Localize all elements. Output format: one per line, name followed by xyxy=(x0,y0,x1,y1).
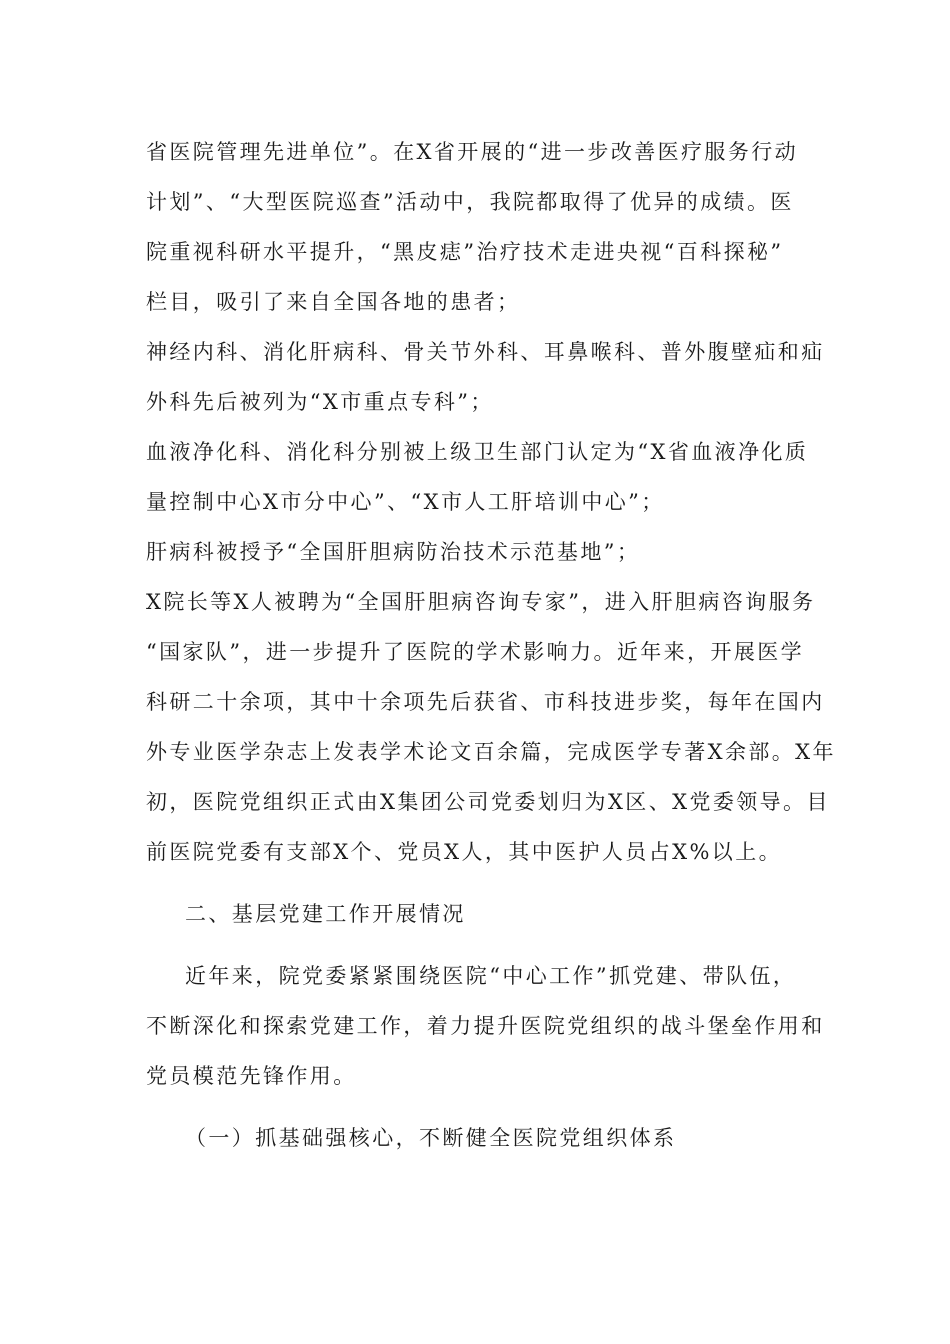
body-text-line: 初，医院党组织正式由X集团公司党委划归为X区、X党委领导。目 xyxy=(146,790,830,814)
body-text-line: 省医院管理先进单位”。在X省开展的“进一步改善医疗服务行动 xyxy=(146,140,799,164)
body-text-line: 量控制中心X市分中心”、“X市人工肝培训中心”； xyxy=(146,490,665,514)
body-text-line: “国家队”，进一步提升了医院的学术影响力。近年来，开展医学 xyxy=(146,640,805,664)
body-text-line: 外科先后被列为“X市重点专科”； xyxy=(146,390,494,414)
body-text-line: 栏目，吸引了来自全国各地的患者； xyxy=(146,290,521,314)
body-text-line: 院重视科研水平提升，“黑皮痣”治疗技术走进央视“百科探秘” xyxy=(146,240,784,264)
section-heading: 二、基层党建工作开展情况 xyxy=(185,902,466,926)
section-paragraph-line: 党员模范先锋作用。 xyxy=(146,1064,357,1088)
body-text-line: 外专业医学杂志上发表学术论文百余篇，完成医学专著X余部。X年 xyxy=(146,740,836,764)
body-text-line: 血液净化科、消化科分别被上级卫生部门认定为“X省血液净化质 xyxy=(146,440,809,464)
body-text-line: X院长等X人被聘为“全国肝胆病咨询专家”，进入肝胆病咨询服务 xyxy=(146,590,816,614)
subsection-heading: （一）抓基础强核心，不断健全医院党组织体系 xyxy=(185,1126,677,1150)
body-text-line: 科研二十余项，其中十余项先后获省、市科技进步奖，每年在国内 xyxy=(146,690,825,714)
section-paragraph-line: 不断深化和探索党建工作，着力提升医院党组织的战斗堡垒作用和 xyxy=(146,1014,825,1038)
body-text-line: 神经内科、消化肝病科、骨关节外科、耳鼻喉科、普外腹壁疝和疝 xyxy=(146,340,825,364)
section-paragraph-line: 近年来，院党委紧紧围绕医院“中心工作”抓党建、带队伍， xyxy=(185,964,797,988)
body-text-line: 计划”、“大型医院巡查”活动中，我院都取得了优异的成绩。医 xyxy=(146,190,794,214)
body-text-line: 前医院党委有支部X个、党员X人，其中医护人员占X%以上。 xyxy=(146,840,783,864)
body-text-line: 肝病科被授予“全国肝胆病防治技术示范基地”； xyxy=(146,540,641,564)
